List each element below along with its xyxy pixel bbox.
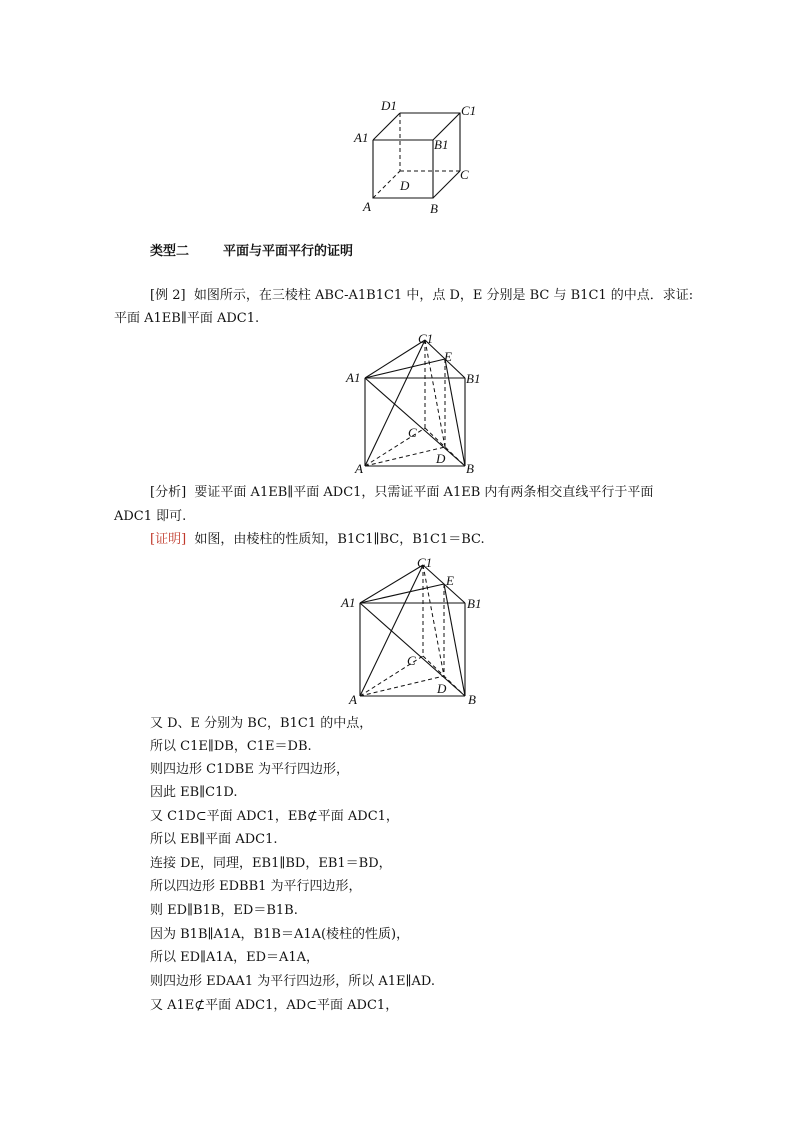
cube-label-c — [460, 167, 469, 182]
prism1-label-b1: B1 — [466, 371, 481, 386]
prism2-label-b1: B1 — [467, 596, 482, 611]
proof-step: 因此 EB∥C1D. — [150, 785, 238, 800]
prism2-label-d: D — [437, 681, 447, 696]
proof-step: 又 A1E⊄平面 ADC1，AD⊂平面 ADC1， — [150, 998, 399, 1013]
analysis-line-1 — [150, 484, 653, 502]
proof-text-1: 如图，由棱柱的性质知，B1C1∥BC，B1C1＝BC. — [194, 532, 485, 547]
cube-label-d1 — [380, 98, 397, 113]
proof-line-1 — [150, 531, 485, 549]
section-title: 平面与平面平行的证明 — [223, 244, 354, 259]
example-text-2: 平面 A1EB∥平面 ADC1. — [114, 311, 260, 326]
analysis-text-2: ADC1 即可. — [114, 509, 187, 524]
cube-label-a1 — [353, 130, 368, 145]
prism1-label-d: D — [436, 451, 446, 466]
analysis-text-1: 要证平面 A1EB∥平面 ADC1，只需证平面 A1EB 内有两条相交直线平行于平面 — [194, 485, 654, 500]
example-line-1 — [150, 287, 693, 305]
svg-text:A: A — [363, 199, 371, 214]
figure-cube — [340, 95, 490, 220]
svg-text:A1: A1 — [354, 130, 369, 145]
svg-text:C: C — [460, 167, 469, 182]
proof-step: 又 C1D⊂平面 ADC1，EB⊄平面 ADC1， — [150, 809, 399, 824]
example-text-1: 如图所示，在三棱柱 ABC-A1B1C1 中，点 D，E 分别是 BC 与 B1C1 的中点．求证: — [193, 288, 694, 303]
svg-text:D: D — [400, 178, 410, 193]
analysis-tag: [分析] — [150, 485, 187, 500]
cube-label-a — [362, 199, 371, 214]
prism1-label-a1: A1 — [346, 370, 361, 385]
prism1-label-c1: C1 — [418, 331, 434, 346]
figure-prism-2 — [335, 553, 495, 708]
prism1-label-e: E — [444, 349, 452, 364]
proof-tag: [证明] — [150, 532, 187, 547]
proof-step: 则四边形 C1DBE 为平行四边形， — [150, 762, 349, 777]
prism2-label-b: B — [468, 692, 476, 707]
svg-text:B: B — [430, 201, 438, 216]
prism1-label-c: C — [408, 425, 417, 440]
prism2-label-c: C — [407, 653, 416, 668]
cube-label-d — [399, 178, 410, 193]
proof-step: 所以 EB∥平面 ADC1. — [150, 832, 278, 847]
proof-step: 所以四边形 EDBB1 为平行四边形， — [150, 879, 362, 894]
cube-label-b — [430, 201, 438, 216]
proof-step: 所以 ED∥A1A，ED＝A1A， — [150, 950, 320, 965]
cube-label-c1 — [461, 103, 476, 118]
section-heading — [150, 243, 353, 261]
proof-step: 因为 B1B∥A1A，B1B＝A1A(棱柱的性质)， — [150, 927, 410, 942]
analysis-line-2 — [114, 508, 186, 526]
proof-step: 所以 C1E∥DB，C1E＝DB. — [150, 739, 312, 754]
svg-text:C1: C1 — [461, 103, 477, 118]
example-tag: [例 2] — [150, 288, 186, 303]
proof-step: 则 ED∥B1B，ED＝B1B. — [150, 903, 298, 918]
example-line-2 — [114, 310, 259, 328]
proof-step: 则四边形 EDAA1 为平行四边形，所以 A1E∥AD. — [150, 974, 435, 989]
prism2-label-c1: C1 — [417, 555, 433, 570]
prism1-label-b: B — [466, 461, 474, 476]
cube-label-b1 — [434, 137, 448, 152]
prism2-label-a: A — [349, 692, 357, 707]
svg-text:D1: D1 — [381, 98, 397, 113]
svg-text:B1: B1 — [434, 137, 449, 152]
figure-prism-1 — [340, 330, 490, 478]
section-type-label: 类型二 — [150, 244, 190, 259]
prism1-label-a: A — [355, 461, 363, 476]
prism2-label-a1: A1 — [341, 595, 356, 610]
proof-step: 连接 DE，同理，EB1∥BD，EB1＝BD， — [150, 856, 392, 871]
prism2-label-e: E — [446, 573, 454, 588]
proof-step: 又 D、E 分别为 BC，B1C1 的中点， — [150, 716, 373, 731]
